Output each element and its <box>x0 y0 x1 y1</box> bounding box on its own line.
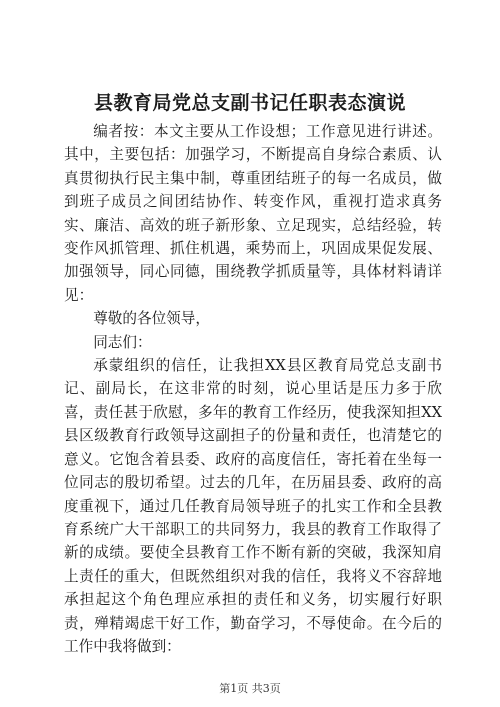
salutation-comrades: 同志们： <box>93 333 152 351</box>
page-number-footer: 第1页 共3页 <box>219 682 281 695</box>
document-body <box>64 120 442 658</box>
salutation-leaders: 尊敬的各位领导， <box>93 310 210 328</box>
document-title: 县教育局党总支副书记任职表态演说 <box>93 92 406 114</box>
speech-paragraph: 承蒙组织的信任，让我担XX县区教育局党总支副书记、副局长，在这非常的时刻，说心里话是压力多于欣喜，责任甚于欣慰，多年的教育工作经历，使我深知担XX县区级教育行政领导这副担子的份量和责任，也清楚它的意义。它饱含着县委、政府的高度信任，寄托着在坐每一位同志的殷切希望。过去的几年，在历届县委、政府的高度重视下，通过几任教育局领导班子的扎实工作和全县教育系统广大干部职工的共同努力，我县的教育工作取得了新的成绩。要使全县教育工作不断有新的突破，我深知肩上责任的重大，但既然组织对我的信任，我将义不容辞地承担起这个角色理应承担的责任和义务，切实履行好职责，殚精竭虑干好工作，勤奋学习，不辱使命。在今后的工作中我将做到： <box>64 357 442 655</box>
editor-note-paragraph: 编者按：本文主要从工作设想；工作意见进行讲述。其中，主要包括：加强学习，不断提高自身综合素质、认真贯彻执行民主集中制，尊重团结班子的每一名成员，做到班子成员之间团结协作、转变作风，重视打造求真务实、廉洁、高效的班子新形象、立足现实，总结经验，转变作风抓管理、抓住机遇，乘势而上，巩固成果促发展、加强领导，同心同德，围绕教学抓质量等，具体材料请详见： <box>64 123 442 304</box>
